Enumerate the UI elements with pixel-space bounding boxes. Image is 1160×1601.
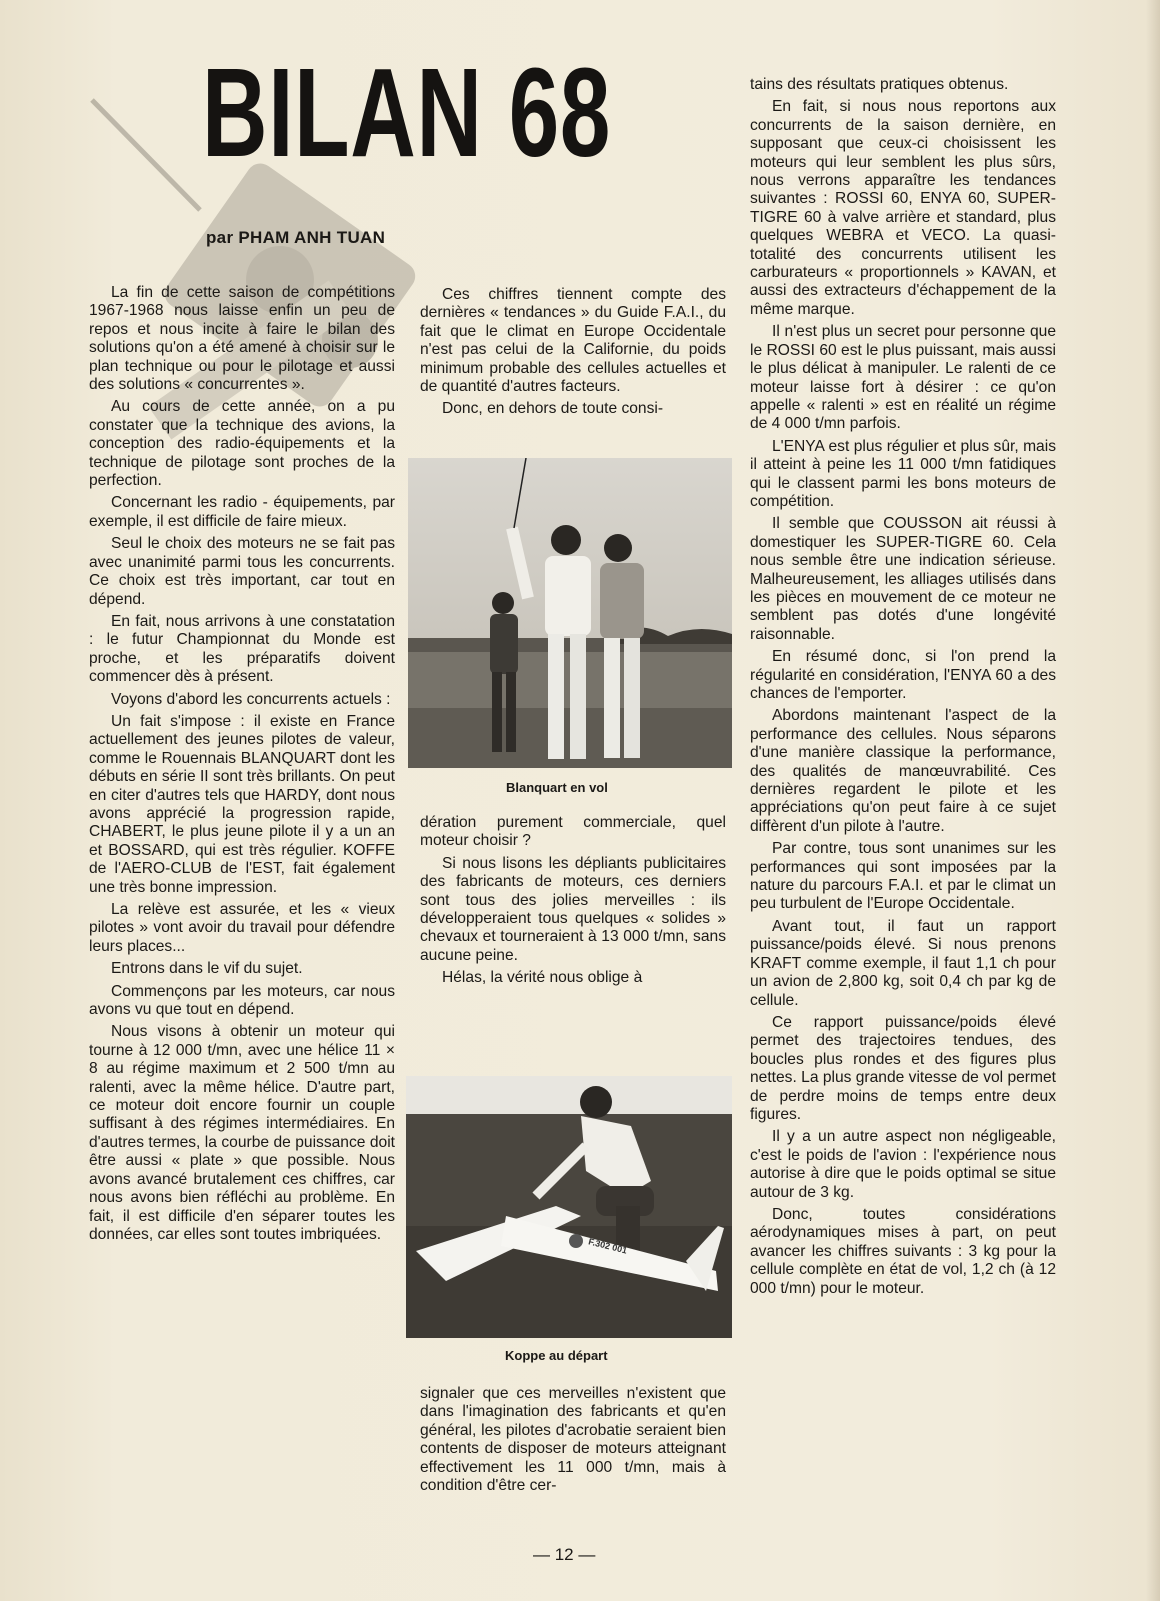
text-column-2-middle (420, 814, 726, 992)
text-column-1 (89, 284, 395, 1248)
paragraph: tains des résultats pratiques obtenus. (750, 76, 1009, 93)
paragraph: Abordons maintenant l'aspect de la performance des cellules. Nous séparons d'une manière classique la performance, des qualités de manœuvrabilité. Ces dernières regardent le pilote et les appréciations qu'on peut faire à ce sujet diffèrent d'un pilote à l'autre. (750, 707, 1056, 835)
photo-illustration (406, 1076, 732, 1338)
photo-illustration (408, 458, 732, 768)
paragraph: Si nous lisons les dépliants publicitaires des fabricants de moteurs, ces derniers sont tous des jolies merveilles : ils développeraient tous quelques « solides » chevaux et tourneraient à 13 000 t/mn, sans aucune peine. (420, 854, 726, 964)
paragraph: dération purement commerciale, quel moteur choisir ? (420, 814, 726, 850)
fuselage-marking: F.302 001 (587, 1236, 629, 1256)
paragraph: Il semble que COUSSON ait réussi à domestiquer les SUPER-TIGRE 60. Cela nous semble être une indication sérieuse. Malheureusement, les alliages utilisés dans les pièces en mouvement de ce moteur ne semblent pas dotés d'une longévité raisonnable. (750, 515, 1056, 643)
page-number: — 12 — (533, 1545, 596, 1564)
photo1-caption: Blanquart en vol (506, 780, 608, 795)
paragraph: Nous visons à obtenir un moteur qui tourne à 12 000 t/mn, avec une hélice 11 × 8 au régime maximum et 2 500 t/mn au ralenti, avec la même hélice. D'autre part, ce moteur doit encore fournir un couple suffisant à des régimes intermédiaires. En d'autres termes, la courbe de puissance doit être aussi « plate » que possible. Nous avons avancé brutalement ces chiffres, car nous avons bien réfléchi au problème. En fait, il est difficile d'en séparer toutes les données, car elles sont toutes imbriquées. (89, 1023, 395, 1243)
paragraph: Seul le choix des moteurs ne se fait pas avec unanimité parmi tous les concurrents. Ce choix est très important, car tout en dépend. (89, 535, 395, 608)
paragraph: En résumé donc, si l'on prend la régularité en considération, l'ENYA 60 a des chances de l'emporter. (750, 648, 1056, 702)
article-byline: par PHAM ANH TUAN (206, 228, 386, 247)
paragraph: En fait, si nous nous reportons aux concurrents de la saison dernière, en supposant que ceux-ci choisissent les moteurs qui leur semblent les plus sûrs, nous verrons apparaître les tendances suivantes : ROSSI 60, ENYA 60, SUPER-TIGRE 60 à valve arrière et standard, plus quelques WEBRA et VECO. La quasi-totalité des concurrents utilisent les carburateurs « proportionnels » KAVAN, et aussi des extracteurs d'échappement de la même marque. (750, 98, 1056, 318)
paragraph: Concernant les radio - équipements, par exemple, il est difficile de faire mieux. (89, 494, 395, 530)
text-column-2-top (420, 286, 726, 423)
paragraph: Commençons par les moteurs, car nous avons vu que tout en dépend. (89, 982, 395, 1019)
text-column-2-bottom (420, 1385, 726, 1499)
paragraph: Au cours de cette année, on a pu constater que la technique des avions, la conception des radio-équipements et la technique de pilotage sont proches de la perfection. (89, 398, 395, 490)
paragraph: Il y a un autre aspect non négligeable, c'est le poids de l'avion : l'expérience nous autorise à dire que le poids optimal se situe autour de 3 kg. (750, 1128, 1056, 1201)
paragraph: Par contre, tous sont unanimes sur les performances qui sont imposées par la nature du parcours F.A.I. et par le climat un peu turbulent de l'Europe Occidentale. (750, 840, 1056, 913)
paragraph: Il n'est plus un secret pour personne que le ROSSI 60 est le plus puissant, mais aussi le plus délicat à manipuler. Le ralenti de ce moteur laisse fort à désirer : ce qu'on appelle « ralenti » est en réalité un régime de 4 000 t/mn parfois. (750, 323, 1056, 433)
paragraph: Entrons dans le vif du sujet. (111, 960, 303, 978)
paragraph: La fin de cette saison de compétitions 1967-1968 nous laisse enfin un peu de repos et nous incite à faire le bilan des solutions qu'on a été amené à choisir sur le plan technique ou pour le pilotage et aussi des solutions « concurrentes ». (89, 284, 395, 394)
paragraph: Donc, en dehors de toute consi- (442, 400, 664, 418)
article-title: BILAN 68 (202, 42, 612, 183)
paragraph: La relève est assurée, et les « vieux pilotes » vont avoir du travail pour défendre leurs places... (89, 901, 395, 955)
photo-blanquart-en-vol (408, 458, 732, 768)
photo-koppe-au-depart (406, 1076, 732, 1338)
paragraph: Hélas, la vérité nous oblige à (442, 969, 643, 987)
paragraph: Ce rapport puissance/poids élevé permet des trajectoires tendues, des boucles plus rondes et des figures plus nettes. La plus grande vitesse de vol permet de perdre moins de temps entre deux figures. (750, 1013, 1056, 1123)
paragraph: L'ENYA est plus régulier et plus sûr, mais il atteint à peine les 11 000 t/mn fatidiques qui le classent parmi les bons moteurs de compétition. (750, 437, 1056, 510)
paragraph: En fait, nous arrivons à une constatation : le futur Championnat du Monde est proche, et les préparatifs doivent commencer dès à présent. (89, 612, 395, 686)
paragraph: Voyons d'abord les concurrents actuels : (111, 690, 391, 708)
paragraph: Avant tout, il faut un rapport puissance/poids élevé. Si nous prenons KRAFT comme exemple, il faut 1,1 ch pour un avion de 2,800 kg, soit 0,4 ch par kg de cellule. (750, 917, 1056, 1009)
paragraph: Donc, toutes considérations aérodynamiques mises à part, on peut avancer les chiffres suivants : 3 kg pour la cellule complète en état de vol, 1,2 ch (à 12 000 t/mn) pour le moteur. (750, 1205, 1056, 1297)
paragraph: signaler que ces merveilles n'existent que dans l'imagination des fabricants et qu'en général, les pilotes d'acrobatie seraient bien contents de disposer de moteurs atteignant effectivement les 11 000 t/mn, mais à condition d'être cer- (420, 1385, 726, 1495)
paragraph: Ces chiffres tiennent compte des dernières « tendances » du Guide F.A.I., du fait que le climat en Europe Occidentale n'est pas celui de la Californie, du poids minimum probable des cellules actuelles et de quantité d'autres facteurs. (420, 286, 726, 396)
text-column-3 (750, 76, 1056, 1302)
paragraph: Un fait s'impose : il existe en France actuellement des jeunes pilotes de valeur, comme le Rouennais BLANQUART dont les débuts en série II sont très brillants. On peut en citer d'autres tels que HARDY, dont nous avons apprécié la progression rapide, CHABERT, le plus jeune pilote il y a un an et BOSSARD, qui est très régulier. KOFFE de l'AERO-CLUB de l'EST, fait également une très bonne impression. (89, 712, 395, 896)
photo2-caption: Koppe au départ (505, 1348, 608, 1363)
page-edge-shadow (1146, 0, 1160, 1601)
